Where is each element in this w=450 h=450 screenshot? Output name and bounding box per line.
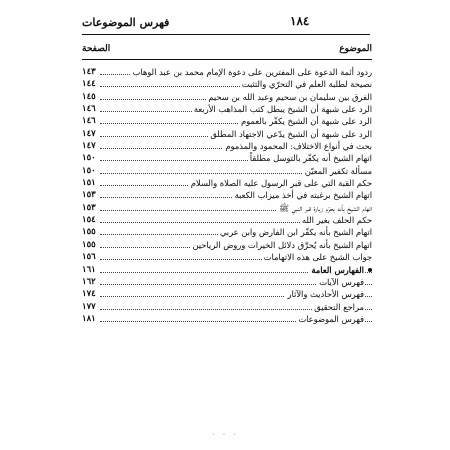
toc-entry-page: ١٤٥: [82, 91, 96, 102]
toc-entry: [82, 251, 372, 263]
toc-entry: [82, 103, 372, 115]
toc-entry: [82, 264, 372, 276]
toc-entry-page: ١٦١: [82, 264, 96, 275]
toc-entry: [82, 239, 372, 251]
toc-entry: [82, 214, 372, 226]
toc-entry-page: ١٧٤: [82, 289, 96, 300]
toc-entry-page: ١٧٧: [82, 301, 96, 312]
toc-entry-page: ١٥٠: [82, 165, 96, 176]
toc-entry-page: ١٥٤: [82, 215, 96, 226]
toc-entry: [82, 91, 372, 103]
toc-entry-page: ١٤٦: [82, 104, 96, 115]
toc-entry: [82, 66, 372, 78]
page-column-header: الصفحة: [82, 44, 111, 54]
toc-entry: [82, 152, 372, 164]
scan-artifact: • • •: [212, 432, 240, 438]
toc-entry: [82, 177, 372, 189]
toc-entry-page: ١٥٦: [82, 252, 96, 263]
toc-entry-topic: مسألة تكفير المعيّن: [304, 165, 372, 176]
toc-entry-topic: الرد على شبهة أن الشيخ يبطل كتب المذاهب الأربعة: [193, 104, 372, 115]
topic-column-header: الموضوع: [339, 44, 372, 54]
toc-entry-page: ١٤٣: [82, 67, 96, 77]
toc-entry-topic: ردود أئمة الدعوة على المفترين على دعوة الإمام محمد بن عبد الوهاب: [132, 67, 372, 77]
toc-entry-page: ١٥٥: [82, 239, 96, 250]
toc-entry-page: ١٥٣: [82, 190, 96, 201]
toc-entry-topic: جواب الشيخ على هذه الاتهامات: [263, 252, 372, 263]
toc-entry-topic: الرد على شبهة أن الشيخ يكفّر بالعموم: [240, 116, 372, 127]
toc-entry-topic: مراجع التحقيق: [314, 301, 364, 312]
column-header-rule: [82, 59, 372, 60]
toc-entry: [82, 202, 372, 214]
toc-entry: [82, 115, 372, 127]
toc-entry-topic: الفهارس العامة: [311, 264, 364, 275]
toc-entry-topic: اتهام الشيخ برغبته في أخذ ميزاب الكعبة: [234, 190, 372, 201]
toc-entry-topic: حكم الحلف بغير الله: [301, 215, 372, 226]
toc-entry-page: ١٤٦: [82, 116, 96, 127]
page-number: ١٨٤: [290, 14, 310, 28]
toc-entry: [82, 128, 372, 140]
toc-entry-topic: اتهام الشيخ بأنه يكفّر ابن الفارض وابن عربي: [219, 227, 372, 238]
toc-entry-page: ١٥٥: [82, 227, 96, 238]
toc-entry-topic: حكم القبة التي على قبر الرسول عليه الصلاة والسلام: [190, 178, 372, 189]
toc-entry-page: ١٥٣: [82, 202, 96, 213]
toc-entry: [82, 78, 372, 90]
toc-entry-page: ١٤٤: [82, 79, 96, 90]
toc-entry-page: ١٨١: [82, 313, 96, 324]
toc-entry-page: ١٥١: [82, 178, 96, 189]
header-rule: [82, 34, 370, 35]
toc-entry-topic: بحث في أنواع الاختلاف: المحمود والمذموم: [225, 141, 372, 152]
toc-entry-topic: فهرس الأحاديث والآثار: [287, 289, 364, 300]
toc-entry: [82, 301, 372, 313]
toc-entry: [82, 165, 372, 177]
toc-entry-topic: اتهام الشيخ بأنه يُحرِّق دلائل الخيرات وروض الرياحين: [192, 239, 372, 250]
page-header: [82, 14, 370, 38]
toc-entry-page: ١٤٧: [82, 128, 96, 139]
toc-entry-topic: الفرق بين سليمان بن سحيم وعبد الله بن سحيم: [208, 91, 372, 102]
toc-entry-topic: نصيحة لطلبة العلم في التحرّي والتثبت: [241, 79, 372, 90]
toc-entry-page: ١٦٢: [82, 276, 96, 287]
column-headers: [82, 44, 372, 64]
toc-entry: [82, 226, 372, 238]
running-title: فهرس الموضوعات: [82, 16, 170, 29]
toc-entry: [82, 313, 372, 325]
toc-entry-topic: فهرس الآيات: [319, 276, 364, 287]
toc-entry-topic: اتهام الشيخ أنه يكفّر بالتوسل مطلقاً: [249, 153, 372, 164]
toc-entry-topic: الرد على شبهة أن الشيخ يدّعي الاجتهاد المطلق: [210, 128, 372, 139]
toc-entry-page: ١٤٧: [82, 141, 96, 152]
toc-entry-page: ١٥٠: [82, 153, 96, 164]
toc-entry-topic: فهرس الموضوعات: [298, 313, 364, 324]
toc-entry-topic: اتهام الشيخ بأنه يحرّم زيارة قبر النبي ﷺ: [278, 202, 372, 213]
toc-entry: [82, 189, 372, 201]
toc-entry: [82, 288, 372, 300]
toc-entry: [82, 140, 372, 152]
toc-entry: [82, 276, 372, 288]
table-of-contents: [82, 66, 372, 325]
